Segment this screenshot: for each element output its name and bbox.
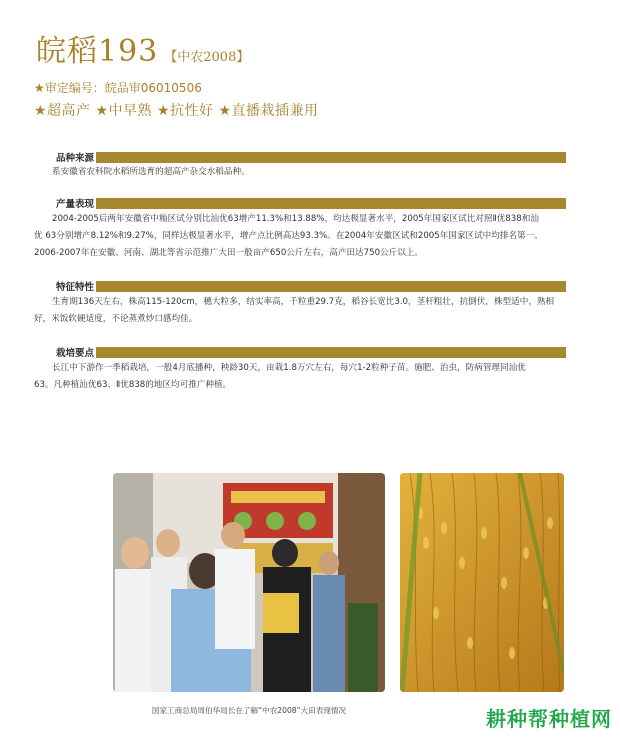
section-divider-bar [96, 152, 566, 163]
rice-panicle-illustration [400, 473, 564, 692]
section-text-origin: 系安徽省农科院水稻所选育的超高产杂交水稻品种。 [52, 167, 250, 177]
section-heading-traits [34, 280, 566, 292]
section-heading-label: 特征特性 [56, 282, 95, 293]
title-row [36, 26, 249, 70]
section-divider-bar [96, 198, 566, 209]
text-line: 长江中下游作一季稻栽培，一般4月底播种，秧龄30天，亩栽1.8万穴左右，每穴1-2粒种子苗。施肥、治虫，防病管理同汕优 [52, 363, 526, 373]
section-heading-label: 品种来源 [56, 153, 95, 164]
text-line: 2004-2005后两年安徽省中籼区试分别比汕优63增产11.3%和13.88%，均达极显著水平，2005年国家区试比对照Ⅱ优838和汕 [52, 214, 539, 224]
section-heading-origin [34, 151, 566, 163]
photo-caption: 国家工商总局周伯华局长在了解“中农2008”大田表现情况 [151, 706, 347, 715]
text-line: 生育期136天左右，株高115-120cm，穗大粒多，结实率高，千粒重29.7克，稻谷长宽比3.0，茎杆粗壮，抗倒伏，株型适中，熟相 [52, 297, 555, 307]
section-heading-yield [34, 197, 566, 209]
inspection-photo-illustration [113, 473, 385, 692]
page-title: 皖稻193 [36, 34, 159, 69]
text-line: 63。凡种植汕优63、Ⅱ优838的地区均可推广种植。 [34, 380, 232, 390]
section-divider-bar [96, 347, 566, 358]
feature-highlights: ★超高产 ★中早熟 ★抗性好 ★直播栽插兼用 [34, 103, 319, 119]
section-heading-cultivation [34, 346, 566, 358]
site-watermark: 耕种帮种植网 [486, 707, 612, 731]
section-heading-label: 产量表现 [56, 199, 95, 210]
registration-number: ★审定编号：皖品审06010506 [34, 81, 202, 95]
section-text-yield [34, 211, 570, 262]
text-line: 2006-2007年在安徽、河南、湖北等省示范推广大田一般亩产650公斤左右，高产田达750公斤以上。 [34, 248, 424, 258]
section-text-traits [34, 294, 570, 328]
rice-panicle-photo [400, 473, 564, 692]
section-divider-bar [96, 281, 566, 292]
section-text-cultivation [34, 360, 570, 394]
inspection-photo [113, 473, 385, 692]
section-heading-label: 栽培要点 [56, 348, 95, 359]
text-line: 优 63分别增产8.12%和9.27%，同样达极显著水平，增产点比例高达93.3%。在2004年安徽区试和2005年国家区试中均排名第一。 [34, 231, 543, 241]
page-subtitle: 【中农2008】 [164, 50, 250, 65]
text-line: 好，米饭软硬适度，不论蒸煮炒口感均佳。 [34, 314, 198, 324]
